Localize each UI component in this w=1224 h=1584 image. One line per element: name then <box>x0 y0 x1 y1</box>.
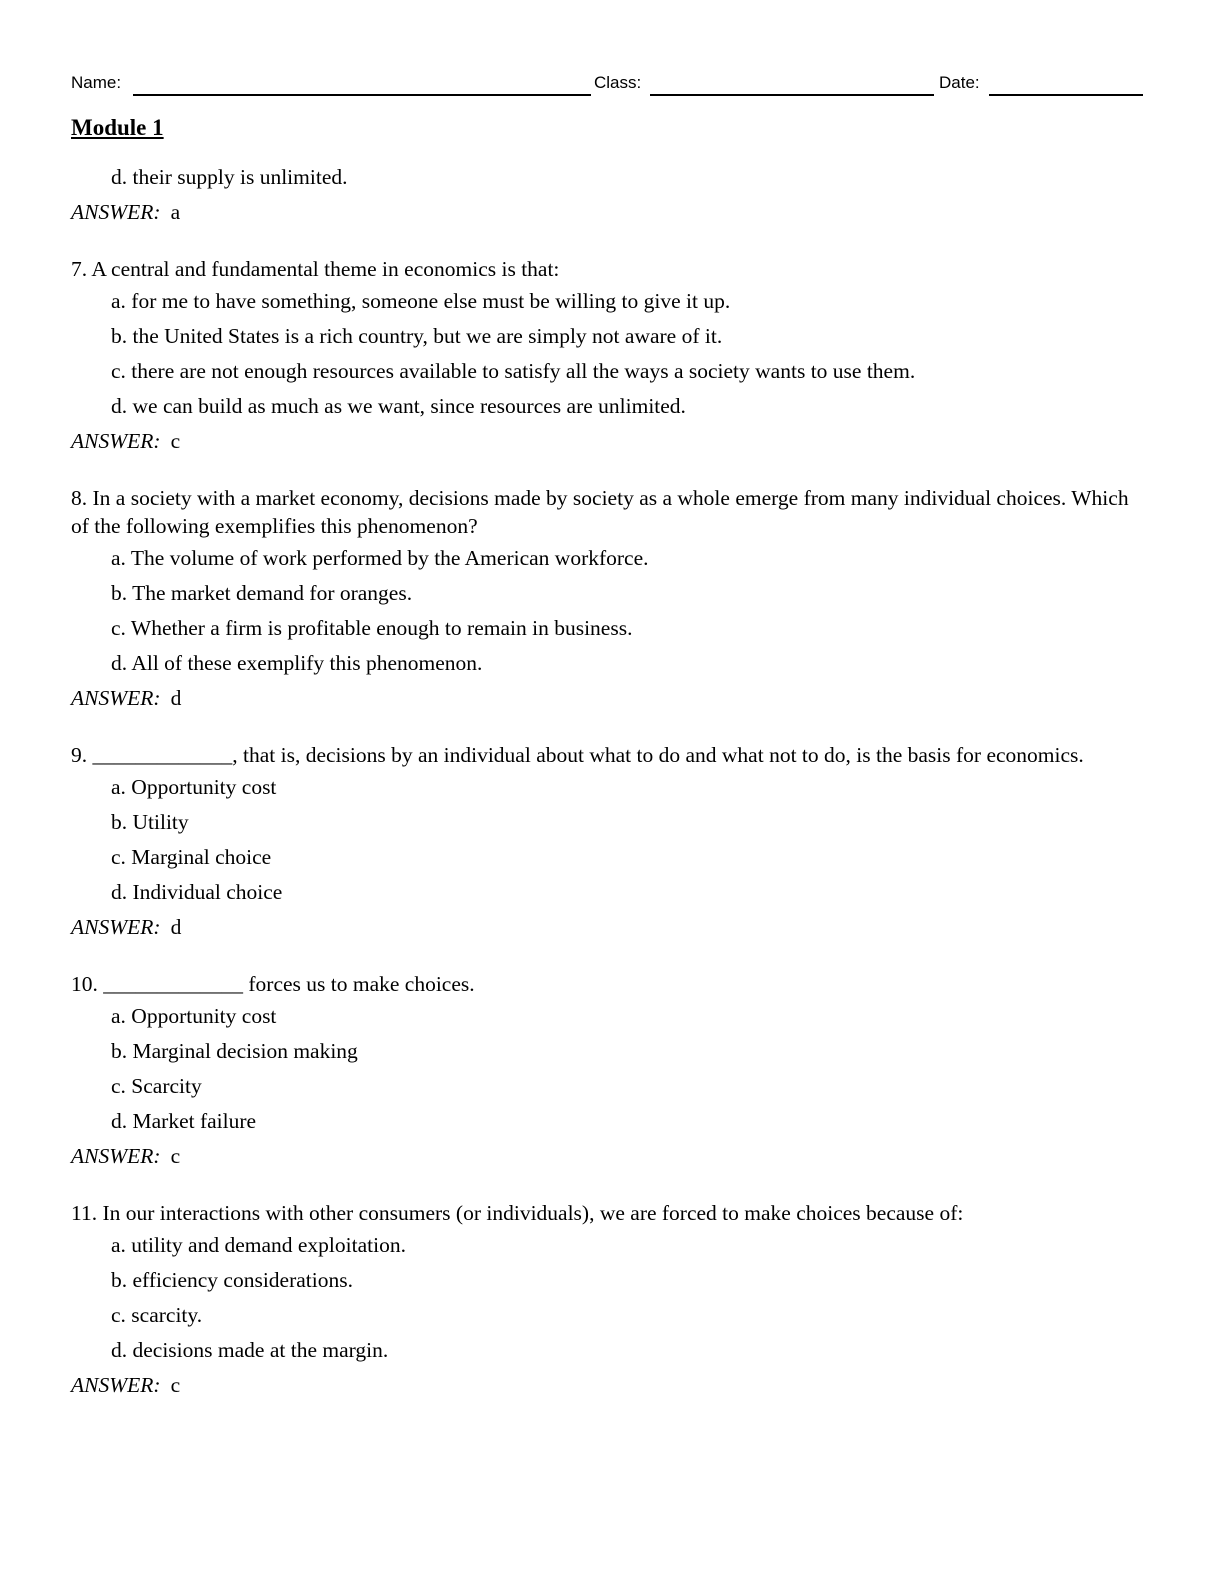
question-stem: _____________ forces us to make choices. <box>103 972 475 996</box>
name-label: Name: <box>71 73 122 92</box>
answer-label: ANSWER: <box>71 1373 161 1397</box>
question-list <box>71 163 1151 1428</box>
class-label: Class: <box>594 73 642 92</box>
answer-value: d <box>170 686 182 710</box>
question-6-carryover <box>71 163 1151 226</box>
question-text <box>71 970 1151 998</box>
module-title: Module 1 <box>71 115 164 140</box>
answer-value: c <box>170 1373 181 1397</box>
answer-line <box>71 1371 1151 1399</box>
question-11 <box>71 1199 1151 1399</box>
question-10 <box>71 970 1151 1170</box>
option-d: d. decisions made at the margin. <box>111 1338 389 1362</box>
question-stem: In our interactions with other consumers (or individuals), we are forced to make choices because of: <box>102 1201 964 1225</box>
question-7 <box>71 255 1151 455</box>
answer-value: c <box>170 1144 181 1168</box>
question-stem: In a society with a market economy, decisions made by society as a whole emerge from many individual choices. Which of the following exemplifies this phenomenon? <box>71 486 1129 538</box>
option-d: d. we can build as much as we want, since resources are unlimited. <box>111 394 686 418</box>
answer-line <box>71 198 1151 226</box>
question-number: 8. <box>71 486 88 510</box>
question-text <box>71 484 1151 540</box>
question-8 <box>71 484 1151 712</box>
answer-label: ANSWER: <box>71 915 161 939</box>
answer-line <box>71 1142 1151 1170</box>
question-number: 10. <box>71 972 98 996</box>
option-b: b. Marginal decision making <box>111 1039 358 1063</box>
answer-label: ANSWER: <box>71 429 161 453</box>
question-number: 11. <box>71 1201 98 1225</box>
question-text <box>71 255 1151 283</box>
question-number: 7. <box>71 257 88 281</box>
class-field[interactable] <box>594 72 934 96</box>
answer-line <box>71 684 1151 712</box>
option-d: d. All of these exemplify this phenomenon. <box>111 651 483 675</box>
option-c: c. scarcity. <box>111 1303 203 1327</box>
date-label: Date: <box>939 73 980 92</box>
date-field[interactable] <box>939 72 1143 96</box>
option-a: a. Opportunity cost <box>111 1004 277 1028</box>
option-c: c. Whether a firm is profitable enough to remain in business. <box>111 616 633 640</box>
answer-line <box>71 427 1151 455</box>
option-c: c. Marginal choice <box>111 845 272 869</box>
question-text <box>71 741 1151 769</box>
question-9 <box>71 741 1151 941</box>
answer-line <box>71 913 1151 941</box>
option-b: b. Utility <box>111 810 189 834</box>
option-d: d. Market failure <box>111 1109 257 1133</box>
answer-label: ANSWER: <box>71 200 161 224</box>
option-d: d. their supply is unlimited. <box>111 165 348 189</box>
option-b: b. The market demand for oranges. <box>111 581 413 605</box>
option-c: c. there are not enough resources available to satisfy all the ways a society wants to use them. <box>111 359 916 383</box>
option-a: a. The volume of work performed by the American workforce. <box>111 546 649 570</box>
question-text <box>71 1199 1151 1227</box>
answer-value: a <box>170 200 181 224</box>
option-a: a. utility and demand exploitation. <box>111 1233 406 1257</box>
question-stem: A central and fundamental theme in economics is that: <box>91 257 560 281</box>
answer-value: d <box>170 915 182 939</box>
option-b: b. the United States is a rich country, but we are simply not aware of it. <box>111 324 723 348</box>
question-stem: _____________, that is, decisions by an individual about what to do and what not to do, is the basis for economics. <box>92 743 1084 767</box>
option-a: a. for me to have something, someone else must be willing to give it up. <box>111 289 731 313</box>
answer-value: c <box>170 429 181 453</box>
class-blank-line[interactable] <box>650 94 934 96</box>
option-c: c. Scarcity <box>111 1074 202 1098</box>
date-blank-line[interactable] <box>989 94 1143 96</box>
answer-label: ANSWER: <box>71 1144 161 1168</box>
header-fields <box>71 72 1143 96</box>
question-number: 9. <box>71 743 88 767</box>
answer-label: ANSWER: <box>71 686 161 710</box>
name-field[interactable] <box>71 72 591 96</box>
option-b: b. efficiency considerations. <box>111 1268 353 1292</box>
name-blank-line[interactable] <box>133 94 591 96</box>
option-a: a. Opportunity cost <box>111 775 277 799</box>
option-d: d. Individual choice <box>111 880 283 904</box>
